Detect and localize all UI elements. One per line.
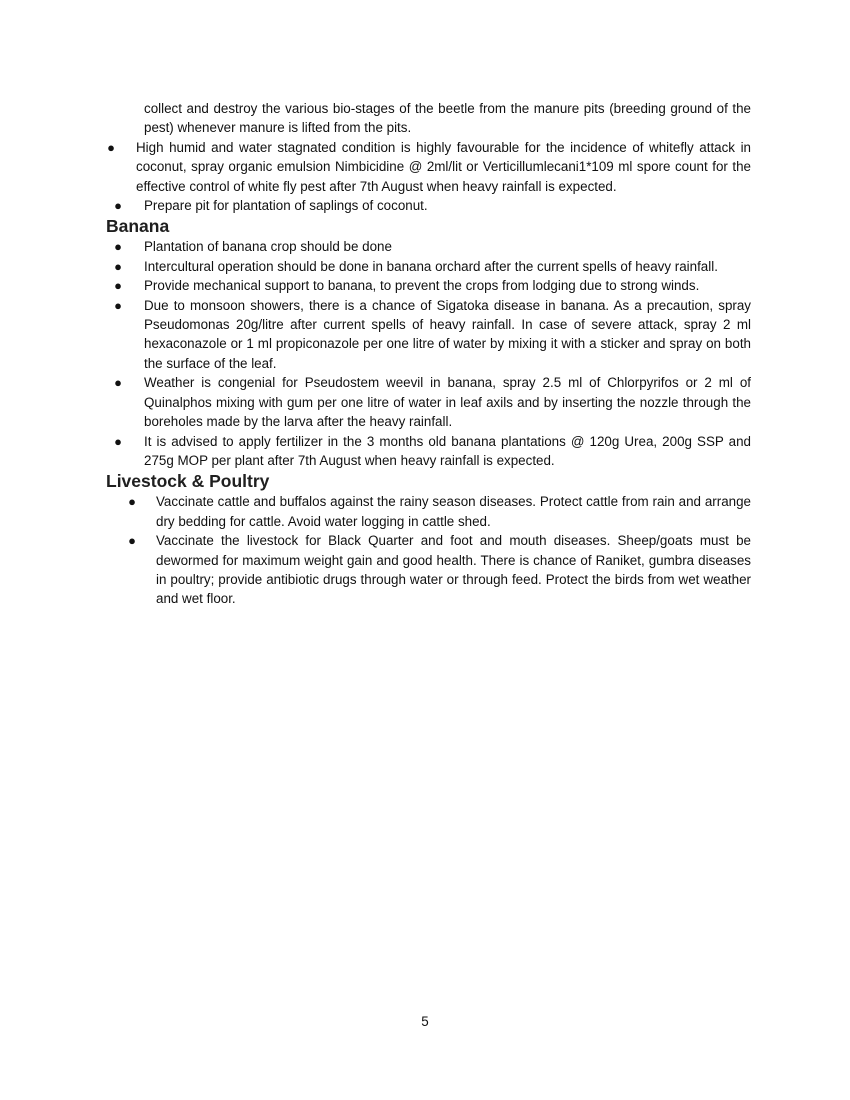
list-item [106,432,751,471]
list-item [106,196,751,215]
bullet-icon: ● [128,533,136,549]
bullet-icon: ● [114,433,122,449]
list-item-text: Vaccinate cattle and buffalos against the rainy season diseases. Protect cattle from rain and arrange dry bedding for cattle. Avoid water logging in cattle shed. [156,494,751,529]
page-number: 5 [421,1014,429,1029]
bullet-icon: ● [114,297,122,313]
list-item [106,257,751,276]
list-item [106,237,751,256]
section-heading-livestock: Livestock & Poultry [106,471,270,492]
banana-advisory-list [106,237,751,470]
list-item-text: Intercultural operation should be done in banana orchard after the current spells of heavy rainfall. [144,258,718,274]
list-item [106,138,751,196]
bullet-icon: ● [114,278,122,294]
list-item-text: Due to monsoon showers, there is a chance of Sigatoka disease in banana. As a precaution, spray Pseudomonas 20g/litre after current spells of heavy rainfall. In case of severe attack, spray 2 ml hexaconazole or 1 ml propiconazole per one litre of water by mixing it with a sticker and spray on both the surface of the leaf. [144,297,751,371]
list-item-text: High humid and water stagnated condition is highly favourable for the incidence of whitefly attack in coconut, spray organic emulsion Nimbicidine @ 2ml/lit or Verticillumlecani1*109 ml spore count for the effective control of white fly pest after 7th August when heavy rainfall is expected. [136,139,751,194]
coconut-advisory-list [106,138,751,216]
list-item-text: Prepare pit for plantation of saplings of coconut. [144,198,428,214]
list-item-text: Weather is congenial for Pseudostem weevil in banana, spray 2.5 ml of Chlorpyrifos or 2 ml of Quinalphos mixing with gum per one litre of water in leaf axils and by inserting the nozzle through the boreholes made by the larva after the heavy rainfall. [144,375,751,430]
bullet-icon: ● [107,139,115,155]
livestock-advisory-list [106,492,751,608]
continuation-paragraph: collect and destroy the various bio-stages of the beetle from the manure pits (breeding ground of the pest) whenever manure is lifted from the pits. [144,101,751,136]
page-content [106,99,751,609]
list-item [106,373,751,431]
bullet-icon: ● [114,239,122,255]
bullet-icon: ● [114,258,122,274]
list-item [106,296,751,374]
bullet-icon: ● [114,375,122,391]
list-item [106,531,751,609]
bullet-icon: ● [114,198,122,214]
list-item-text: It is advised to apply fertilizer in the 3 months old banana plantations @ 120g Urea, 200g SSP and 275g MOP per plant after 7th August when heavy rainfall is expected. [144,433,751,468]
section-heading-banana: Banana [106,216,170,237]
list-item [106,492,751,531]
list-item-text: Provide mechanical support to banana, to prevent the crops from lodging due to strong winds. [144,278,700,294]
list-item-text: Plantation of banana crop should be done [144,239,392,255]
list-item-text: Vaccinate the livestock for Black Quarter and foot and mouth diseases. Sheep/goats must be dewormed for maximum weight gain and good health. There is chance of Raniket, gumbra diseases in poultry; provide antibiotic drugs through water or through feed. Protect the birds from wet weather and wet floor. [156,533,751,607]
bullet-icon: ● [128,494,136,510]
list-item [106,276,751,295]
